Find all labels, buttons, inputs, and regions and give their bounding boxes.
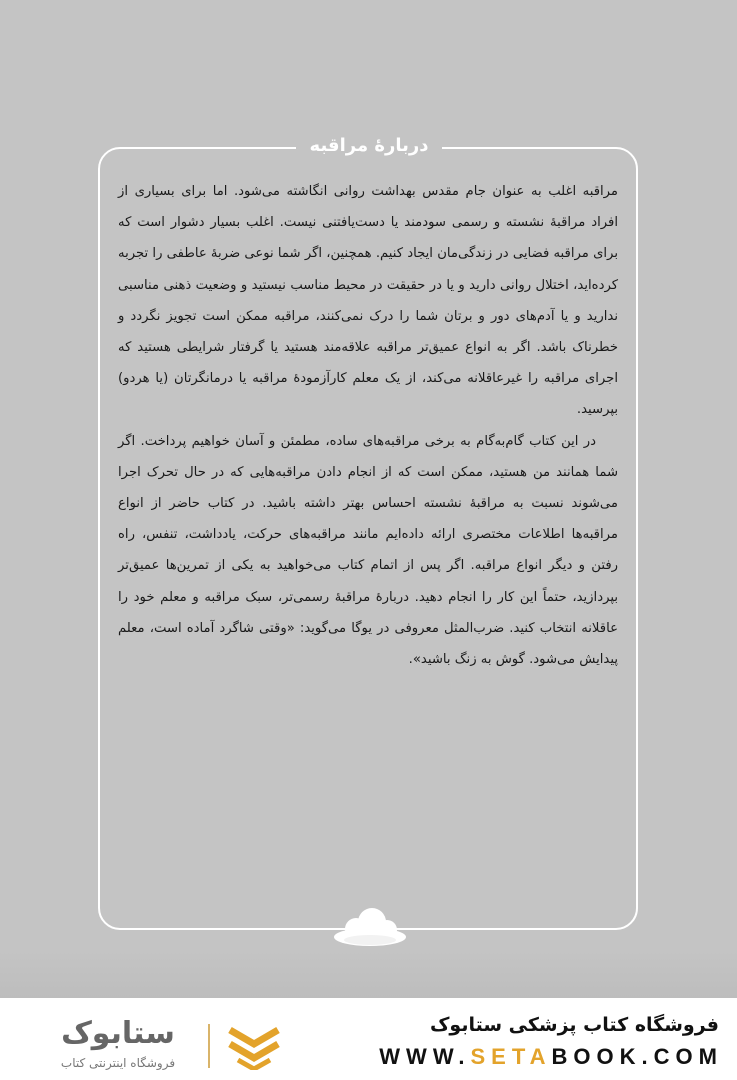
paragraph-1: مراقبه اغلب به عنوان جام مقدس بهداشت روانی انگاشته می‌شود. اما برای بسیاری از افراد مراقبهٔ نشسته و رسمی سودمند یا دست‌یافتنی نیست. اغلب بسیار دشوار است که برای مراقبه فضایی در زندگی‌مان ایجاد کنیم. همچنین، اگر شما نوعی ضربهٔ عاطفی را تجربه کرده‌اید، اختلال روانی دارید و یا در حقیقت در محیط مناسب نیستید و وضعیت ذهنی مناسبی ندارید و یا آدم‌های دور و برتان شما را درک نمی‌کنند، مراقبه ممکن است تجویز نگردد و خطرناک باشد. اگر به انواع عمیق‌تر مراقبه علاقه‌مند هستید یا گرفتار شرایطی هستید که اجرای مراقبه را غیرعاقلانه می‌کند، از یک معلم کارآزمودهٔ مراقبه یا درمانگرتان (یا هردو) بپرسید. (118, 184, 618, 418)
logo-subtitle: فروشگاه اینترنتی کتاب (60, 1056, 176, 1070)
store-name: فروشگاه کتاب پزشکی ستابوک (429, 1014, 719, 1036)
body-text (118, 176, 618, 675)
url-prefix: WWW. (379, 1044, 471, 1069)
cloud-ornament-icon (332, 905, 408, 949)
paragraph-2: در این کتاب گام‌به‌گام به برخی مراقبه‌های ساده، مطمئن و آسان خواهیم پرداخت. اگر شما همانند من هستید، ممکن است که از انجام دادن مراقبه‌هایی که در حال تحرک اجرا می‌شوند نسبت به مراقبهٔ نشسته احساس بهتر داشته باشید. در کتاب حاضر از انواع مراقبه‌ها اطلاعات مختصری ارائه داده‌ایم مانند مراقبه‌های حرکت، یادداشت، تنفس، راه رفتن و دیگر انواع مراقبه. اگر پس از اتمام کتاب می‌خواهید به یکی از تمرین‌ها عمیق‌تر بپردازید، حتماً این کار را انجام دهید. دربارهٔ مراقبهٔ رسمی‌تر، سبک مراقبه و معلم خود را عاقلانه انتخاب کنید. ضرب‌المثل معروفی در یوگا می‌گوید: «وقتی شاگرد آماده است، معلم پیدایش می‌شود. گوش به زنگ باشید». (118, 433, 618, 668)
url-brand-accent: SETA (470, 1044, 552, 1069)
url-suffix: .COM (641, 1044, 723, 1069)
store-url[interactable] (303, 1044, 723, 1070)
chevron-logo-icon (224, 1024, 284, 1070)
url-brand: BOOK (551, 1044, 642, 1069)
logo-wordmark: ستابوک (61, 1016, 175, 1051)
page-title: دربارۀ مراقبه (296, 130, 442, 162)
page-bottom-shadow (0, 950, 737, 998)
footer-divider (208, 1024, 210, 1068)
